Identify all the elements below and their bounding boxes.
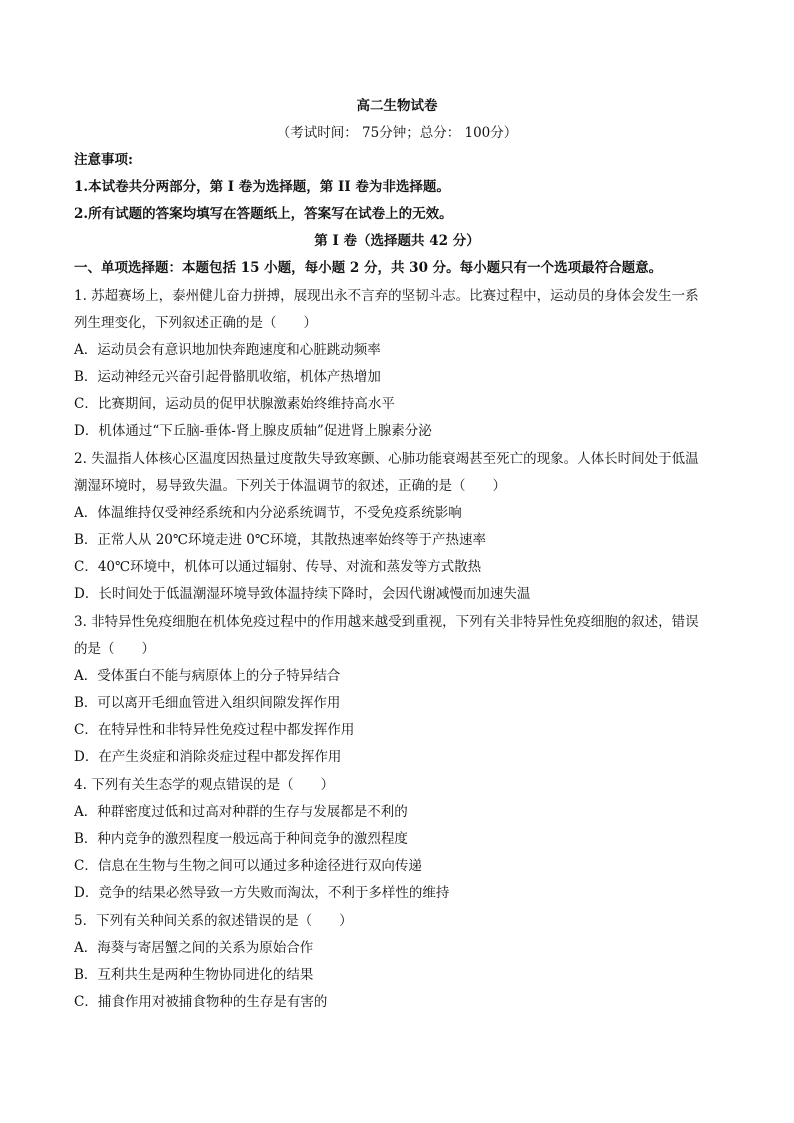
question-stem: 4. 下列有关生态学的观点错误的是（ ） <box>74 777 335 793</box>
question-stem: 潮湿环境时，易导致失温。下列关于体温调节的叙述，正确的是（ ） <box>74 478 506 494</box>
question-option: A．体温维持仅受神经系统和内分泌系统调节，不受免疫系统影响 <box>74 505 462 521</box>
question-option: D．在产生炎症和消除炎症过程中都发挥作用 <box>74 749 342 765</box>
question-option: A．海葵与寄居蟹之间的关系为原始合作 <box>74 940 314 956</box>
note-item: 1.本试卷共分两部分，第 I 卷为选择题，第 II 卷为非选择题。 <box>74 179 450 195</box>
question-option: C．在特异性和非特异性免疫过程中都发挥作用 <box>74 722 355 738</box>
exam-subtitle: （考试时间： 75分钟；总分： 100分） <box>276 125 518 141</box>
question-stem: 的是（ ） <box>74 641 155 657</box>
question-stem: 3. 非特异性免疫细胞在机体免疫过程中的作用越来越受到重视，下列有关非特异性免疫细胞的叙述，错误 <box>74 614 699 630</box>
question-option: B．正常人从 20℃环境走进 0℃环境，其散热速率始终等于产热速率 <box>74 532 486 548</box>
question-option: B．可以离开毛细血管进入组织间隙发挥作用 <box>74 695 341 711</box>
question-option: C．40℃环境中，机体可以通过辐射、传导、对流和蒸发等方式散热 <box>74 559 482 575</box>
question-option: B．运动神经元兴奋引起骨骼肌收缩，机体产热增加 <box>74 369 381 385</box>
exam-title: 高二生物试卷 <box>356 98 438 114</box>
part-title: 第 I 卷（选择题共 42 分） <box>314 233 480 249</box>
section-heading: 一、单项选择题：本题包括 15 小题，每小题 2 分，共 30 分。每小题只有一个选项最符合题意。 <box>74 260 663 276</box>
question-option: D．长时间处于低温潮湿环境导致体温持续下降时，会因代谢减慢而加速失温 <box>74 586 531 602</box>
question-stem: 2. 失温指人体核心区温度因热量过度散失导致寒颤、心肺功能衰竭甚至死亡的现象。人体长时间处于低温 <box>74 451 699 467</box>
question-option: C．信息在生物与生物之间可以通过多种途径进行双向传递 <box>74 858 422 874</box>
question-option: A．受体蛋白不能与病原体上的分子特异结合 <box>74 668 341 684</box>
notes-heading: 注意事项: <box>74 152 133 168</box>
question-stem: 列生理变化，下列叙述正确的是（ ） <box>74 315 317 331</box>
question-option: A．运动员会有意识地加快奔跑速度和心脏跳动频率 <box>74 342 381 358</box>
question-stem: 5．下列有关种间关系的叙述错误的是（ ） <box>74 913 353 929</box>
question-option: D．机体通过“下丘脑-垂体-肾上腺皮质轴”促进肾上腺素分泌 <box>74 423 432 439</box>
question-option: B．种内竞争的激烈程度一般远高于种间竞争的激烈程度 <box>74 831 408 847</box>
question-option: B．互利共生是两种生物协同进化的结果 <box>74 967 314 983</box>
question-option: C．比赛期间，运动员的促甲状腺激素始终维持高水平 <box>74 396 395 412</box>
question-option: A．种群密度过低和过高对种群的生存与发展都是不利的 <box>74 804 408 820</box>
question-option: D．竞争的结果必然导致一方失败而淘汰，不利于多样性的维持 <box>74 885 450 901</box>
question-option: C．捕食作用对被捕食物种的生存是有害的 <box>74 994 328 1010</box>
question-stem: 1. 苏超赛场上，泰州健儿奋力拼搏，展现出永不言弃的坚韧斗志。比赛过程中，运动员的身体会发生一系 <box>74 288 699 304</box>
note-item: 2.所有试题的答案均填写在答题纸上，答案写在试卷上的无效。 <box>74 206 453 222</box>
